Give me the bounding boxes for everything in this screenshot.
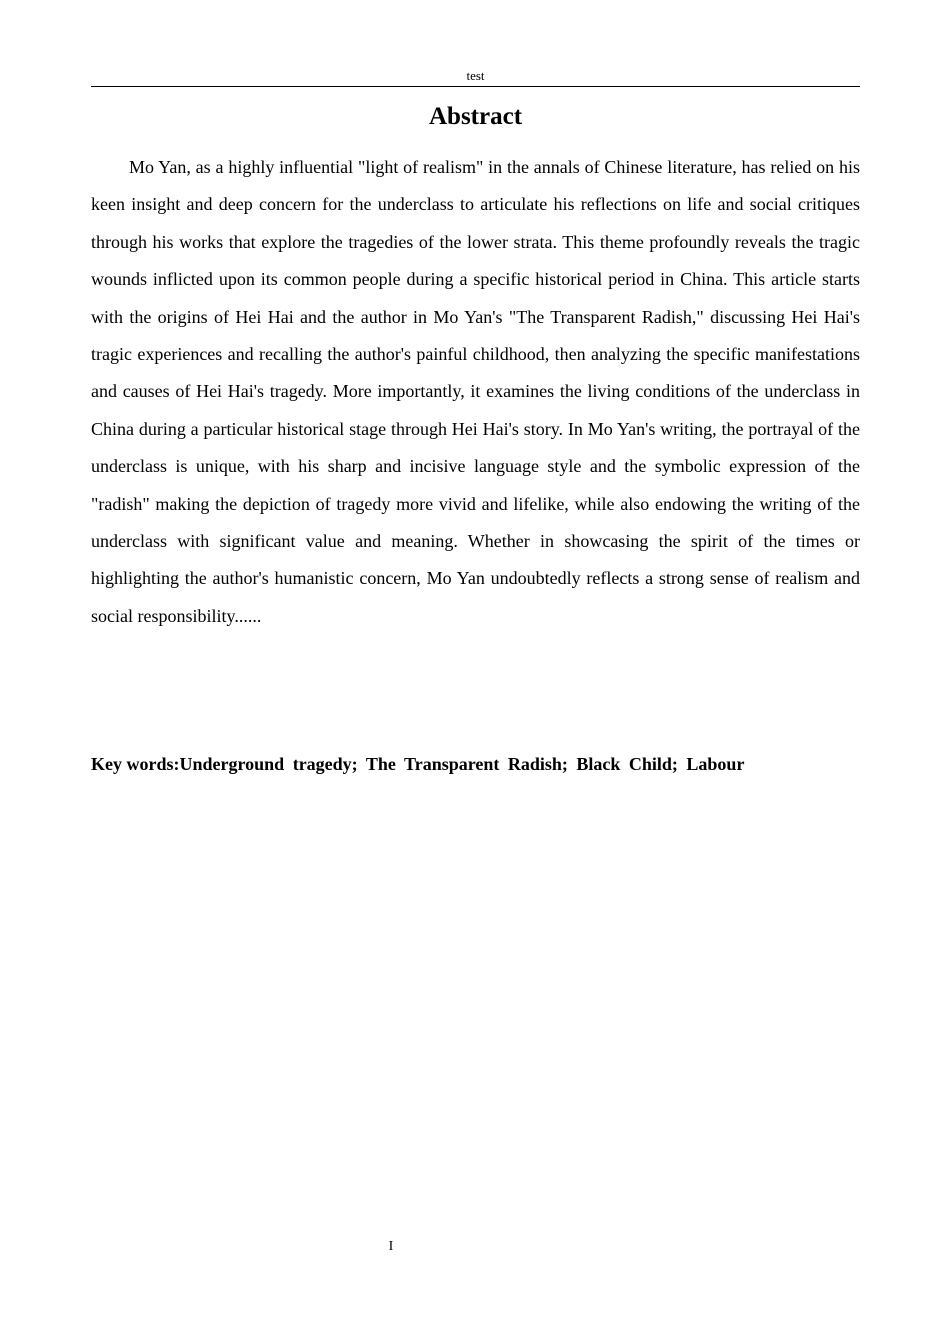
keywords-line: [91, 747, 860, 781]
page-number: I: [388, 1239, 394, 1254]
abstract-title: Abstract: [428, 103, 523, 130]
header-text: test: [466, 68, 485, 83]
abstract-body: Mo Yan, as a highly influential "light of realism" in the annals of Chinese literature, has relied on his keen insight and deep concern for the underclass to articulate his reflections on life and social critiques through his works that explore the tragedies of the lower strata. This theme profoundly reveals the tragic wounds inflicted upon its common people during a specific historical period in China. This article starts with the origins of Hei Hai and the author in Mo Yan's "The Transparent Radish," discussing Hei Hai's tragic experiences and recalling the author's painful childhood, then analyzing the specific manifestations and causes of Hei Hai's tragedy. More importantly, it examines the living conditions of the underclass in China during a particular historical stage through Hei Hai's story. In Mo Yan's writing, the portrayal of the underclass is unique, with his sharp and incisive language style and the symbolic expression of the "radish" making the depiction of tragedy more vivid and lifelike, while also endowing the writing of the underclass with significant value and meaning. Whether in showcasing the spirit of the times or highlighting the author's humanistic concern, Mo Yan undoubtedly reflects a strong sense of realism and social responsibility......: [91, 157, 860, 626]
page-header: [91, 66, 860, 87]
keywords-label: Key words:: [91, 754, 180, 774]
keywords-value: Underground tragedy; The Transparent Radish; Black Child; Labour: [179, 754, 745, 774]
